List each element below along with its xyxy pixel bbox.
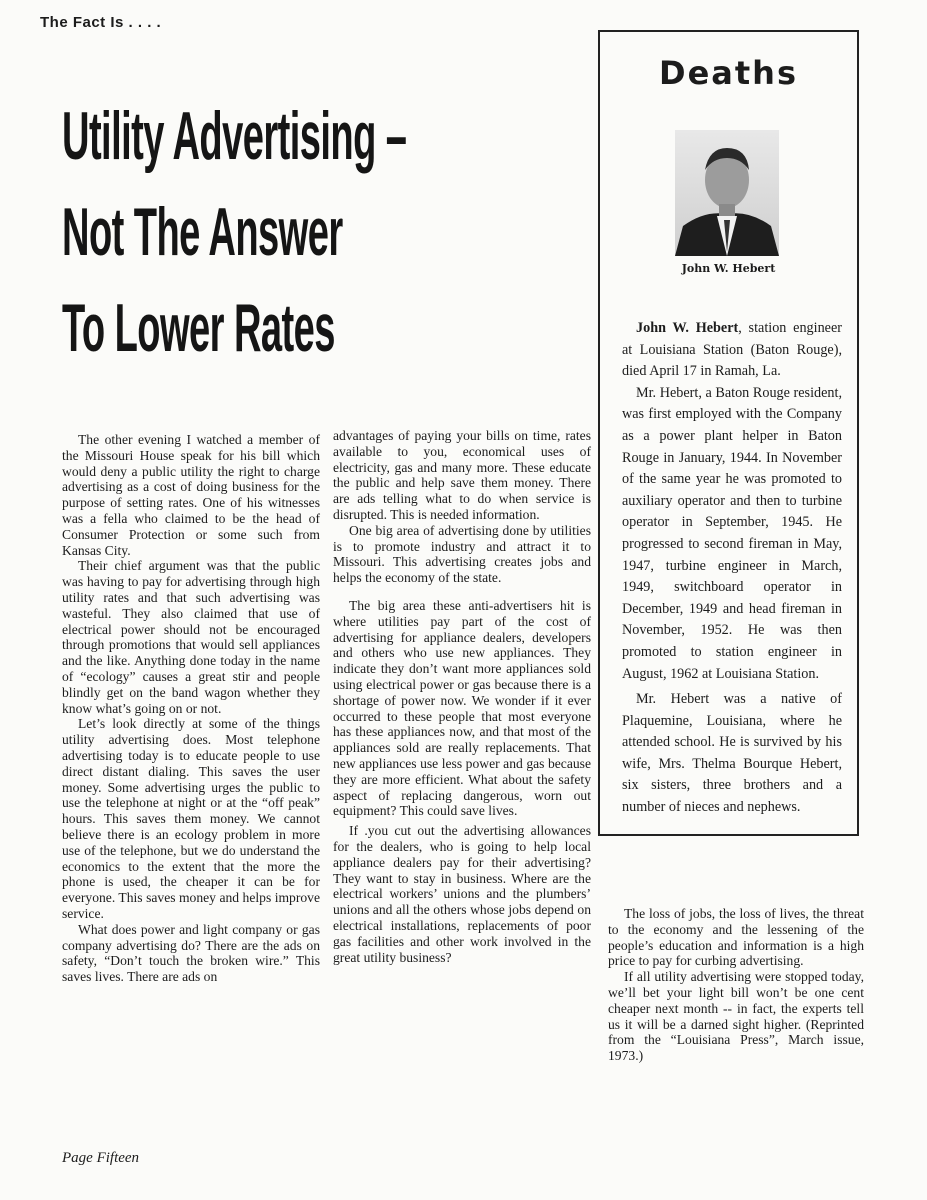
page-number: Page Fifteen <box>62 1150 140 1166</box>
deceased-name: John W. Hebert <box>636 320 739 336</box>
paragraph: If .you cut out the advertising allowances for the dealers, who is going to help local appliance dealers pay for their advertising? They want to stay in business. Where are the electrical workers’ unions and the plumbers’ unions and all the others whose jobs depend on electrical installations, replacements of poor gas facilities and other work involved in the great utility business? <box>333 823 591 965</box>
paragraph: advantages of paying your bills on time, rates available to you, economical uses of electricity, gas and many more. These educate the public and help save them money. There are ads telling what to do when service is disrupted. This is needed information. <box>333 428 591 522</box>
article-column-1 <box>62 432 320 985</box>
title-line: To Lower Rates <box>62 290 335 366</box>
photo-caption: John W. Hebert <box>681 262 776 275</box>
paragraph: Mr. Hebert was a native of Plaquemine, Louisiana, where he attended school. He is survived by his wife, Mrs. Thelma Bourque Hebert, six sisters, three brothers and a number of nieces and nephews. <box>622 691 842 816</box>
paragraph: Their chief argument was that the public was having to pay for advertising through high utility rates and that such advertising was wasteful. They also claimed that use of electrical power should not be encouraged through promotions that would sell appliances and the like. Anything done today in the name of “ecology” causes a great stir and people blindly get on the band wagon whether they know what’s going on or not. <box>62 558 320 716</box>
deaths-heading: Deaths <box>659 54 798 92</box>
lead-text: , station engineer at Louisiana Station (Baton Rouge), died April 17 in Ramah, La. <box>622 320 842 380</box>
article-column-3 <box>608 906 864 1064</box>
deaths-box <box>598 30 859 836</box>
paragraph: If all utility advertising were stopped today, we’ll bet your light bill won’t be one cent cheaper next month -- in fact, the experts tell us it will be a darned sight higher. (Reprinted from the “Louisiana Press”, March issue, 1973.) <box>608 969 864 1064</box>
paragraph: One big area of advertising done by utilities is to promote industry and attract it to Missouri. This advertising creates jobs and helps the economy of the state. <box>333 522 591 586</box>
portrait-photo <box>675 130 779 256</box>
obituary-text <box>622 318 842 819</box>
paragraph <box>622 318 842 383</box>
paragraph: The loss of jobs, the loss of lives, the threat to the economy and the lessening of the people’s education and information is a high price to pay for curbing advertising. <box>608 906 864 969</box>
article-column-2 <box>333 428 591 965</box>
paragraph: Mr. Hebert, a Baton Rouge resident, was first employed with the Company as a power plant helper in Baton Rouge in January, 1944. In November of the same year he was promoted to auxiliary operator and then to turbine operator in September, 1945. He progressed to second fireman in May, 1947, turbine engineer in March, 1949, switchboard operator in December, 1949 and head fireman in November, 1952. He was then promoted to station engineer in August, 1962 at Louisiana Station. <box>622 384 842 682</box>
paragraph: What does power and light company or gas company advertising do? There are the ads on safety, “Don’t touch the broken wire.” This saves lives. There are ads on <box>62 921 320 985</box>
title-line: Not The Answer <box>62 194 343 270</box>
article-title <box>62 96 582 384</box>
title-line: Utility Advertising – <box>62 98 407 174</box>
paragraph: The big area these anti-advertisers hit is where utilities pay part of the cost of advertising for appliance dealers, developers and others who use new appliances. They indicate they don’t want more appliances sold using electrical power or gas because there is a shortage of power now. We wonder if it ever occurred to these people that most everyone has these appliances now, and that most of the appliances sold are really replacements. That new appliances use less power and gas because they are more efficient. What about the safety aspect of replacing dangerous, worn out equipment? This could save lives. <box>333 597 591 819</box>
paragraph: Let’s look directly at some of the things utility advertising does. Most telephone advertising today is to educate people to use direct distant dialing. This saves the user money. Some advertising urges the public to use the telephone at night or at the “off peak” hours. This saves them money. We cannot believe there is an ecology problem in more use of the telephone, but we do understand the economics to the extent that the more the phone is used, the cheaper it can be for everyone. This saves money and helps improve service. <box>62 716 320 921</box>
section-kicker: The Fact Is . . . . <box>40 14 162 31</box>
paragraph: The other evening I watched a member of the Missouri House speak for his bill which would deny a public utility the right to charge advertising as a cost of doing business for the purpose of setting rates. One of his witnesses was a fella who claimed to be the head of Consumer Protection or some such from Kansas City. <box>62 432 320 558</box>
